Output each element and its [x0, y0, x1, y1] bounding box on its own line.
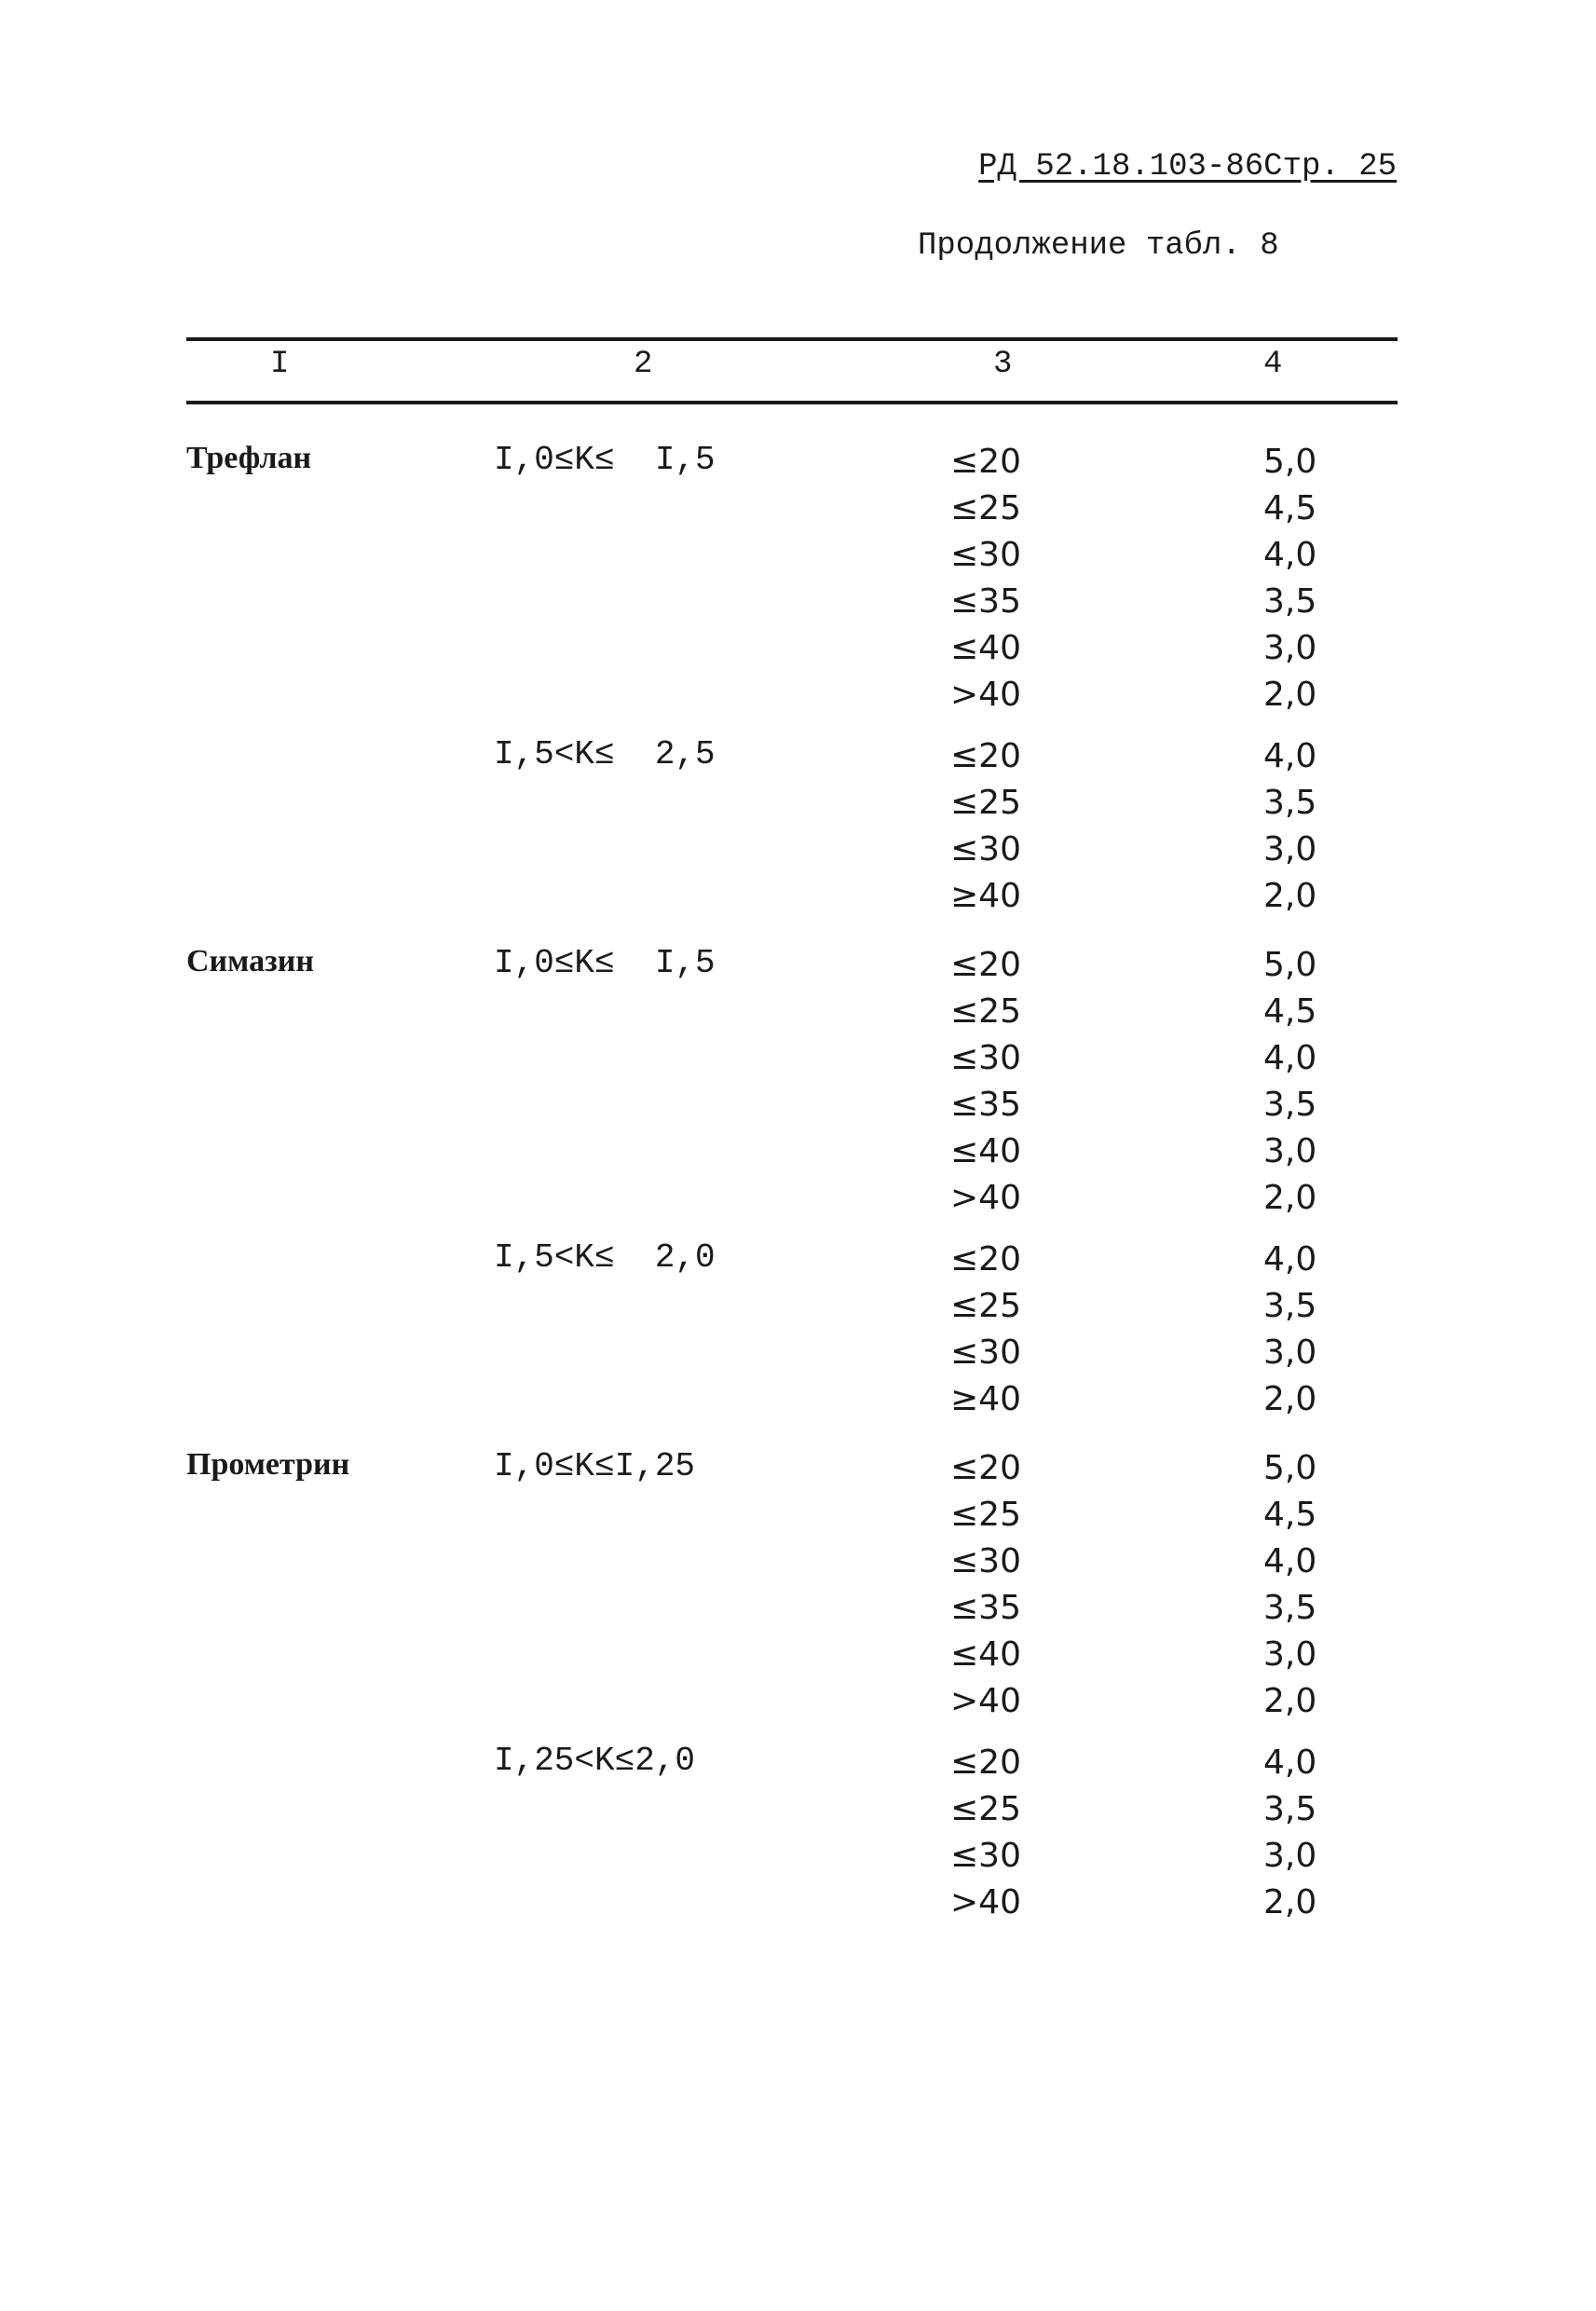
value-cell: 4,0 [1263, 1744, 1317, 1782]
table-header-rule [186, 401, 1398, 404]
threshold-cell: ≤20 [950, 443, 1021, 481]
threshold-cell: ≤30 [950, 1542, 1021, 1580]
value-cell: 4,0 [1263, 737, 1317, 775]
threshold-cell: ≤35 [950, 582, 1021, 621]
value-cell: 3,5 [1263, 1589, 1317, 1627]
value-cell: 2,0 [1263, 1682, 1317, 1720]
threshold-cell: ≤30 [950, 1333, 1021, 1372]
value-cell: 5,0 [1263, 1449, 1317, 1487]
threshold-cell: ≤20 [950, 1240, 1021, 1279]
threshold-cell: ≤40 [950, 1132, 1021, 1170]
threshold-cell: ≤35 [950, 1086, 1021, 1124]
value-cell: 3,0 [1263, 1635, 1317, 1674]
column-header-3: 3 [993, 347, 1013, 382]
value-cell: 4,5 [1263, 992, 1317, 1031]
compound-name: Трефлан [186, 441, 312, 475]
threshold-cell: ≤40 [950, 1635, 1021, 1674]
threshold-cell: ≤25 [950, 1287, 1021, 1325]
value-cell: 5,0 [1263, 946, 1317, 984]
threshold-cell: ≤20 [950, 946, 1021, 984]
compound-name: Симазин [186, 944, 314, 978]
value-cell: 5,0 [1263, 443, 1317, 481]
threshold-cell: ≤40 [950, 629, 1021, 667]
threshold-cell: ≤25 [950, 784, 1021, 822]
value-cell: 3,0 [1263, 1837, 1317, 1875]
threshold-cell: ≤30 [950, 536, 1021, 574]
k-range: I,0≤K≤I,25 [494, 1447, 696, 1485]
value-cell: 2,0 [1263, 877, 1317, 915]
value-cell: 3,0 [1263, 1132, 1317, 1170]
value-cell: 3,0 [1263, 629, 1317, 667]
threshold-cell: ≤30 [950, 1039, 1021, 1077]
value-cell: 4,0 [1263, 536, 1317, 574]
threshold-cell: >40 [950, 1883, 1021, 1921]
value-cell: 2,0 [1263, 1380, 1317, 1418]
threshold-cell: ≤25 [950, 1790, 1021, 1828]
threshold-cell: ≤25 [950, 489, 1021, 527]
k-range: I,0≤K≤ I,5 [494, 944, 716, 982]
value-cell: 3,5 [1263, 582, 1317, 621]
value-cell: 3,0 [1263, 830, 1317, 868]
table-caption: Продолжение табл. 8 [918, 228, 1279, 264]
value-cell: 4,5 [1263, 1496, 1317, 1534]
threshold-cell: ≤35 [950, 1589, 1021, 1627]
threshold-cell: ≤25 [950, 1496, 1021, 1534]
value-cell: 3,5 [1263, 784, 1317, 822]
value-cell: 2,0 [1263, 676, 1317, 714]
value-cell: 4,0 [1263, 1240, 1317, 1279]
threshold-cell: ≤20 [950, 1744, 1021, 1782]
value-cell: 3,0 [1263, 1333, 1317, 1372]
value-cell: 4,0 [1263, 1039, 1317, 1077]
threshold-cell: >40 [950, 1179, 1021, 1217]
value-cell: 2,0 [1263, 1883, 1317, 1921]
threshold-cell: ≤30 [950, 830, 1021, 868]
value-cell: 4,5 [1263, 489, 1317, 527]
threshold-cell: ≤20 [950, 737, 1021, 775]
table-top-rule [186, 337, 1398, 341]
k-range: I,0≤K≤ I,5 [494, 441, 716, 479]
column-header-1: I [270, 347, 290, 382]
threshold-cell: ≥40 [950, 877, 1021, 915]
value-cell: 3,5 [1263, 1790, 1317, 1828]
value-cell: 3,5 [1263, 1086, 1317, 1124]
threshold-cell: ≤20 [950, 1449, 1021, 1487]
column-header-2: 2 [634, 347, 653, 382]
threshold-cell: ≥40 [950, 1380, 1021, 1418]
threshold-cell: ≤30 [950, 1837, 1021, 1875]
threshold-cell: >40 [950, 676, 1021, 714]
document-code: РД 52.18.103-86Стр. 25 [978, 149, 1397, 185]
threshold-cell: >40 [950, 1682, 1021, 1720]
k-range: I,5<K≤ 2,5 [494, 735, 716, 773]
k-range: I,25<K≤2,0 [494, 1742, 696, 1780]
threshold-cell: ≤25 [950, 992, 1021, 1031]
column-header-4: 4 [1263, 347, 1283, 382]
value-cell: 4,0 [1263, 1542, 1317, 1580]
value-cell: 3,5 [1263, 1287, 1317, 1325]
k-range: I,5<K≤ 2,0 [494, 1238, 716, 1277]
value-cell: 2,0 [1263, 1179, 1317, 1217]
compound-name: Прометрин [186, 1447, 350, 1482]
